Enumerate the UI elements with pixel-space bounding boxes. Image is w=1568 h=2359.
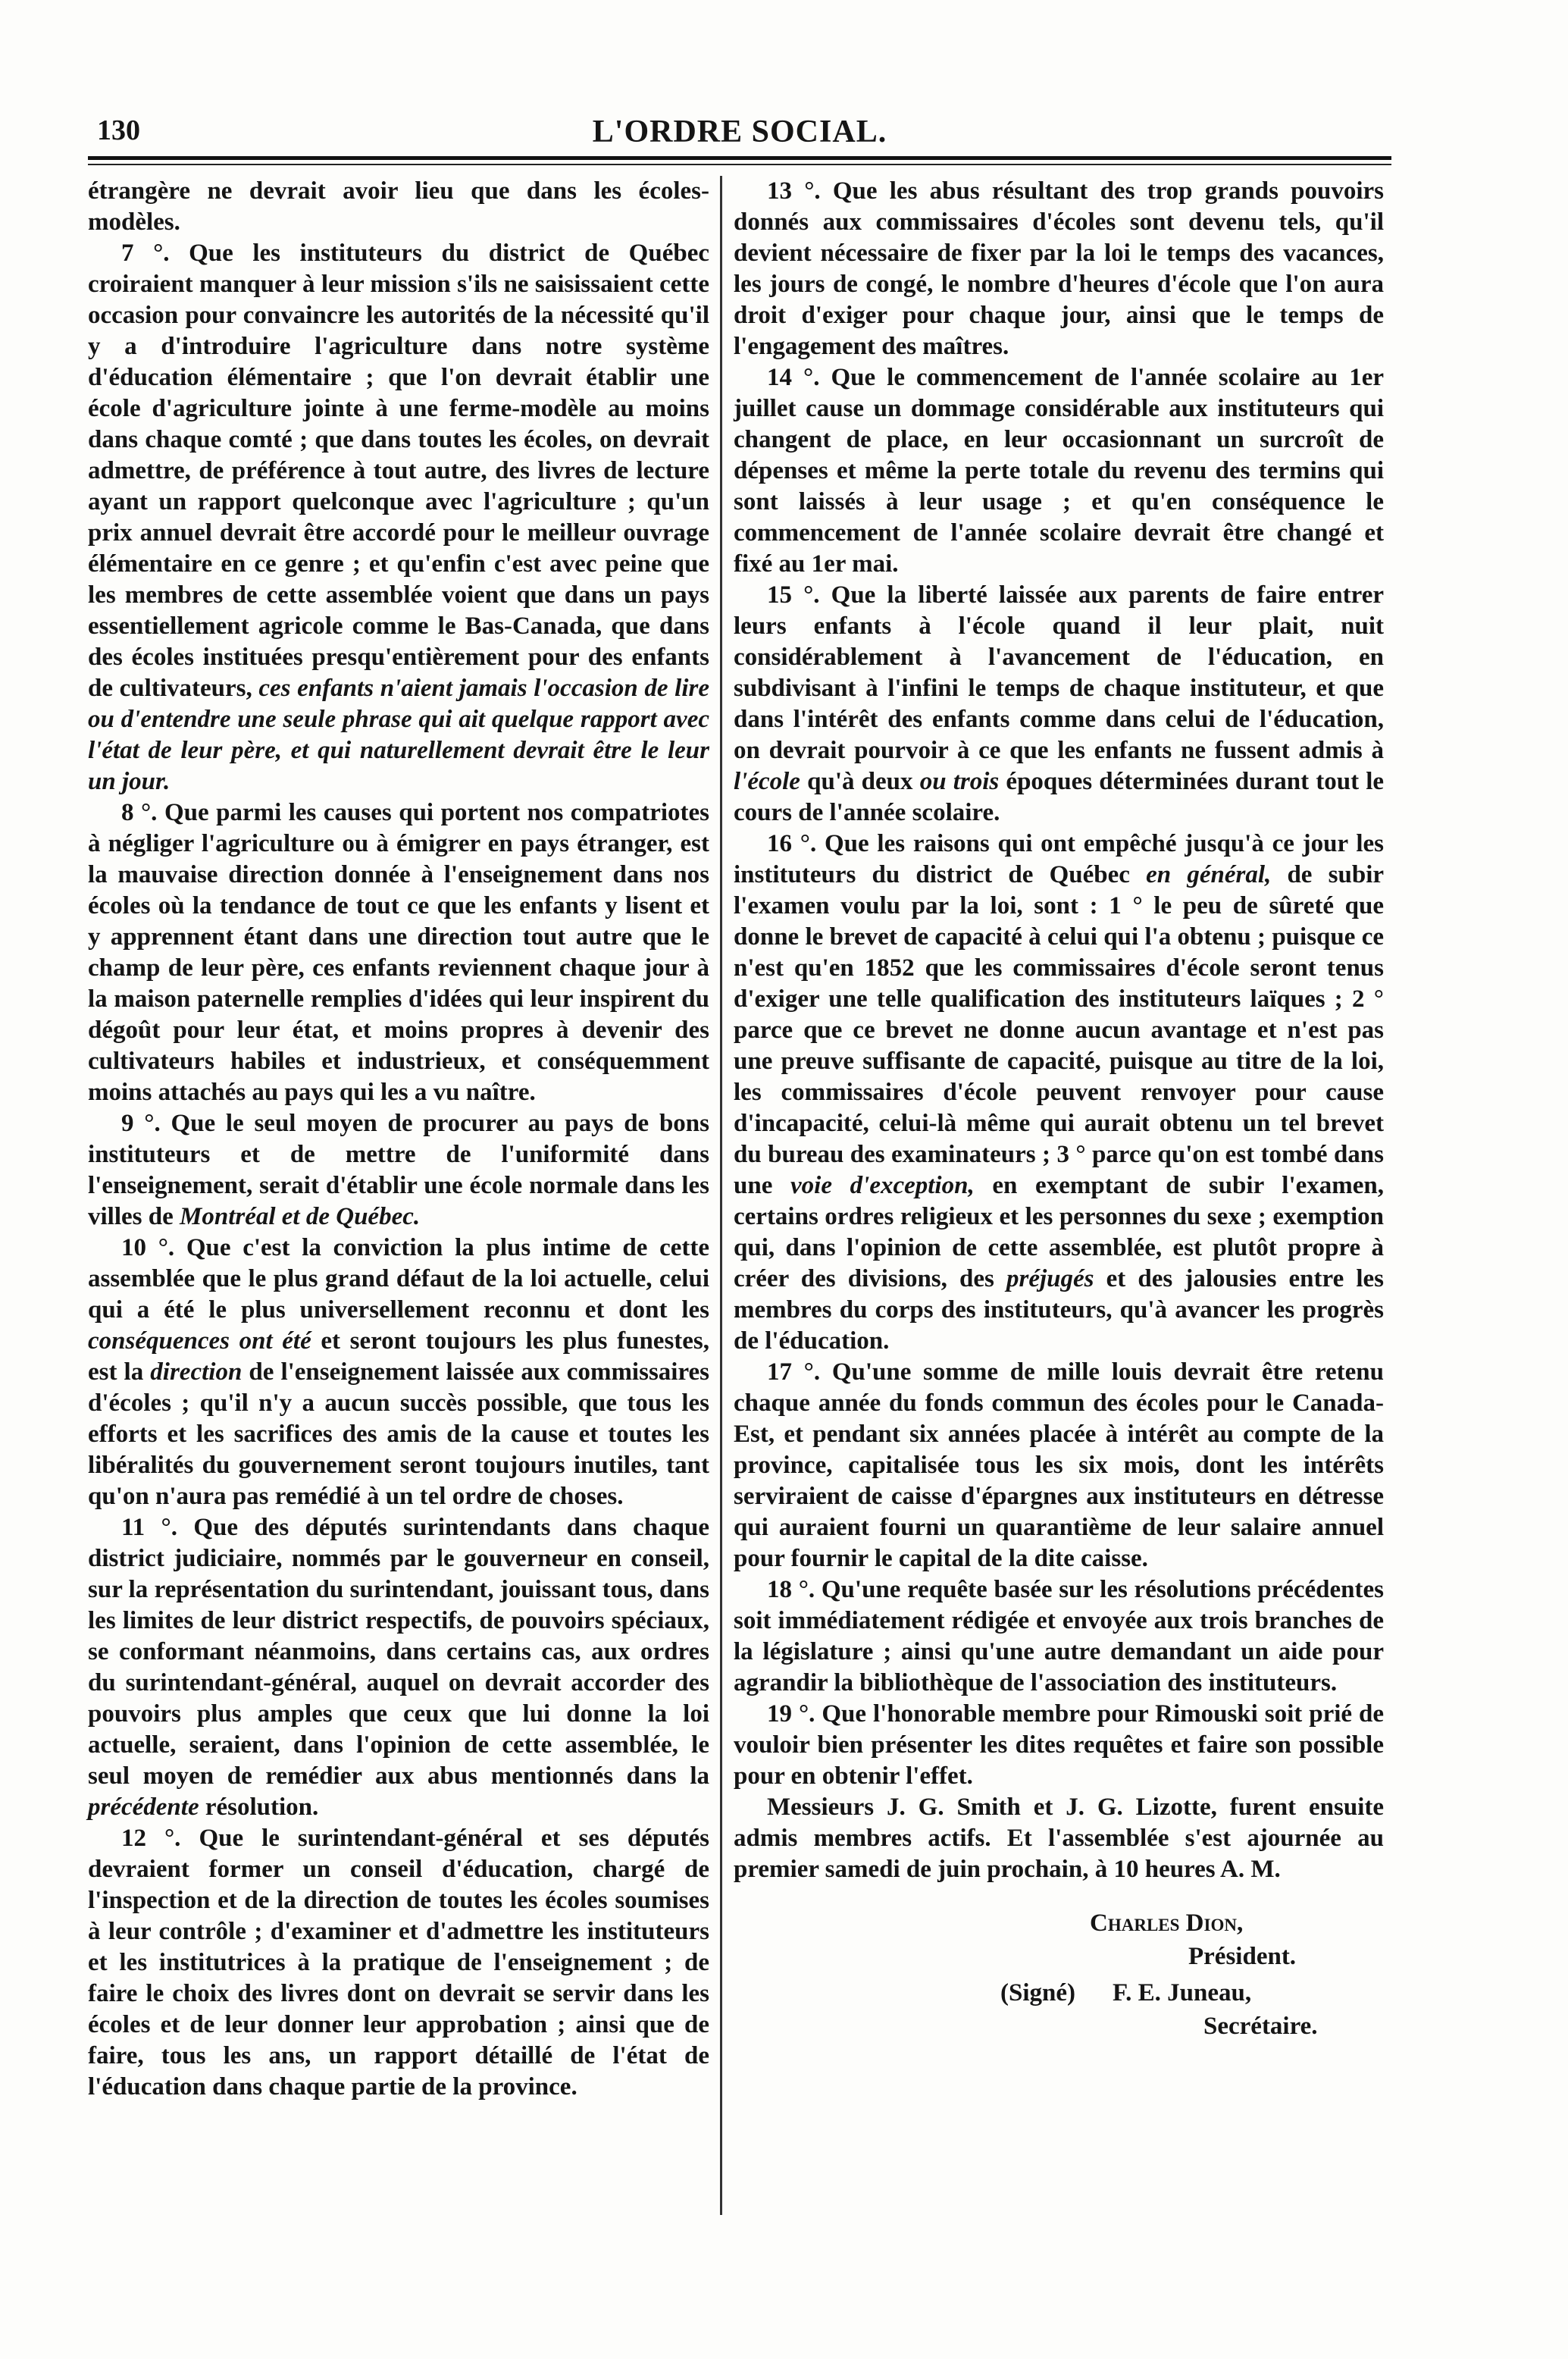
header-rule-thick <box>88 156 1391 160</box>
resolution-16: 16 °. Que les raisons qui ont empêché jusqu'à ce jour les instituteurs du district de Québec en général, de subir l'examen voulu par la loi, sont : 1 ° le peu de sûreté que donne le brevet de capacité à celui qui l'a obtenu ; puisque ce n'est qu'en 1852 que les commissaires d'école seront tenus d'exiger une telle qualification des instituteurs laïques ; 2 ° parce que ce brevet ne donne aucun avantage et n'est pas une preuve suffisante de capacité, puisque au titre de la loi, les commissaires d'école peuvent renvoyer pour cause d'incapacité, celui-là même qui aurait obtenu un tel brevet du bureau des examinateurs ; 3 ° parce qu'on est tombé dans une voie d'exception, en exemptant de subir l'examen, certains ordres religieux et les personnes du sexe ; exemption qui, dans l'opinion de cette assemblée, est plutôt propre à créer des divisions, des préjugés et des jalousies entre les membres du corps des instituteurs, qu'à avancer les progrès de l'éducation. <box>734 830 1385 1355</box>
resolution-12: 12 °. Que le surintendant-général et ses députés devraient former un conseil d'éducation, chargé de l'inspection et de la direction de toutes les écoles soumises à leur contrôle ; d'examiner et d'admettre les instituteurs et les institutrices à la pratique de l'enseignement ; de faire le choix des livres dont on devrait se servir dans les écoles et de leur donner leur approbation ; ainsi que de faire, tous les ans, un rapport détaillé de l'état de l'éducation dans chaque partie de la province. <box>88 1825 710 2101</box>
resolution-number: 15 °. <box>767 581 820 609</box>
page-number: 130 <box>97 114 140 146</box>
resolution-number: 7 °. <box>121 240 170 267</box>
resolution-13: 13 °. Que les abus résultant des trop grands pouvoirs donnés aux commissaires d'écoles sont devenu tels, qu'il devient nécessaire de fixer par la loi le temps des vacances, les jours de congé, le nombre d'heures d'école que l'on aura droit d'exiger pour chaque jour, ainsi que le temps de l'engagement des maîtres. <box>734 177 1384 360</box>
signed-label: (Signé) <box>1000 1979 1075 2007</box>
resolution-number: 11 °. <box>121 1514 177 1541</box>
president-title: Président. <box>1188 1943 1297 1970</box>
secretary-title: Secrétaire. <box>1203 2013 1318 2040</box>
resolution-18: 18 °. Qu'une requête basée sur les résolutions précédentes soit immédiatement rédigée et envoyée aux trois branches de la législature ; ainsi qu'une autre demandant un aide pour agrandir la bibliothèque de l'association des instituteurs. <box>734 1576 1385 1696</box>
paragraph-continuation: étrangère ne devrait avoir lieu que dans les écoles-modèles. <box>88 177 709 236</box>
resolution-number: 12 °. <box>121 1825 181 1852</box>
resolution-number: 9 °. <box>121 1110 161 1137</box>
resolution-number: 18 °. <box>767 1576 815 1603</box>
signature-block <box>734 1908 1384 2052</box>
resolution-14: 14 °. Que le commencement de l'année scolaire au 1er juillet cause un dommage considérable aux instituteurs qui changent de place, en leur occasionnant un surcroît de dépenses et même la perte totale du revenu des termins qui sont laissés à leur usage ; et qu'en conséquence le commencement de l'année scolaire devrait être changé et fixé au 1er mai. <box>734 364 1385 578</box>
secretary-name: F. E. Juneau, <box>1113 1979 1252 2007</box>
resolution-number: 17 °. <box>767 1358 821 1386</box>
resolution-17: 17 °. Qu'une somme de mille louis devrait être retenu chaque année du fonds commun des écoles pour le Canada-Est, et pendant six années placée à intérêt au compte de la province, capitalisée tous les six mois, dont les intérêts serviraient de caisse d'épargnes aux instituteurs en détresse qui auraient fourni un quarantième de leur salaire annuel pour fournir le capital de la dite caisse. <box>734 1358 1384 1572</box>
resolution-number: 16 °. <box>767 830 817 857</box>
right-column <box>734 176 1384 2052</box>
resolution-number: 13 °. <box>767 177 821 205</box>
resolution-11: 11 °. Que des députés surintendants dans chaque district judiciaire, nommés par le gouverneur en conseil, sur la représentation du surintendant, jouissant tous, dans les limites de leur district respectifs, de pouvoirs spéciaux, se conformant néanmoins, dans certains cas, aux ordres du surintendant-général, auquel on devrait accorder des pouvoirs plus amples que ceux que lui donne la loi actuelle, seraient, dans l'opinion de cette assemblée, le seul moyen de remédier aux abus mentionnés dans la précédente résolution. <box>88 1514 709 1821</box>
resolution-10: 10 °. Que c'est la conviction la plus intime de cette assemblée que le plus grand défaut de la loi actuelle, celui qui a été le plus universellement reconnu et dont les conséquences ont été et seront toujours les plus funestes, est la direction de l'enseignement laissée aux commissaires d'écoles ; qu'il n'y a aucun succès possible, que tous les efforts et les sacrifices des amis de la cause et toutes les libéralités du gouvernement seront toujours inutiles, tant qu'on n'aura pas remédié à un tel ordre de choses. <box>88 1234 710 1510</box>
resolution-8: 8 °. Que parmi les causes qui portent nos compatriotes à négliger l'agriculture ou à émigrer en pays étranger, est la mauvaise direction donnée à l'enseignement dans nos écoles où la tendance de tout ce que les enfants y lisent et y apprennent étant dans une direction tout autre que le champ de leur père, ces enfants reviennent chaque jour à la maison paternelle remplies d'idées qui leur inspirent du dégoût pour leur état, et moins propres à devenir des cultivateurs habiles et industrieux, et conséquemment moins attachés au pays qui les a vu naître. <box>88 799 710 1106</box>
closing-paragraph: Messieurs J. G. Smith et J. G. Lizotte, furent ensuite admis membres actifs. Et l'assemblée s'est ajournée au premier samedi de juin prochain, à 10 heures A. M. <box>734 1794 1384 1883</box>
resolution-number: 19 °. <box>767 1700 815 1728</box>
resolution-number: 10 °. <box>121 1234 175 1261</box>
resolution-19: 19 °. Que l'honorable membre pour Rimouski soit prié de vouloir bien présenter les dites requêtes et faire son possible pour en obtenir l'effet. <box>734 1700 1385 1790</box>
header-rule-thin <box>88 164 1391 165</box>
column-divider <box>720 176 722 2215</box>
resolution-7: 7 °. Que les instituteurs du district de Québec croiraient manquer à leur mission s'ils ne saisissaient cette occasion pour convaincre les autorités de la nécessité qu'il y a d'introduire l'agriculture dans notre système d'éducation élémentaire ; que l'on devrait établir une école d'agriculture jointe à une ferme-modèle au moins dans chaque comté ; que dans toutes les écoles, on devrait admettre, de préférence à tout autre, des livres de lecture ayant un rapport quelconque avec l'agriculture ; qu'un prix annuel devrait être accordé pour le meilleur ouvrage élémentaire en ce genre ; et qu'enfin c'est avec peine que les membres de cette assemblée voient que dans un pays essentiellement agricole comme le Bas-Canada, que dans des écoles instituées presqu'entièrement pour des enfants de cultivateurs, ces enfants n'aient jamais l'occasion de lire ou d'entendre une seule phrase qui ait quelque rapport avec l'état de leur père, et qui naturellement devrait être le leur un jour. <box>88 240 710 795</box>
president-name: Charles Dion, <box>1090 1909 1244 1937</box>
running-title: L'ORDRE SOCIAL. <box>592 114 887 149</box>
left-column <box>88 176 709 2103</box>
resolution-15: 15 °. Que la liberté laissée aux parents de faire entrer leurs enfants à l'école quand il leur plait, nuit considérablement à l'avancement de l'éducation, en subdivisant à l'infini le temps de chaque instituteur, et que dans l'intérêt des enfants comme dans celui de l'éducation, on devrait pourvoir à ce que les enfants ne fussent admis à l'école qu'à deux ou trois époques déterminées durant tout le cours de l'année scolaire. <box>734 581 1385 826</box>
resolution-number: 8 °. <box>121 799 158 826</box>
resolution-9: 9 °. Que le seul moyen de procurer au pays de bons instituteurs et de mettre de l'uniformité dans l'enseignement, serait d'établir une école normale dans les villes de Montréal et de Québec. <box>88 1110 710 1230</box>
page-header <box>88 114 1391 152</box>
resolution-number: 14 °. <box>767 364 820 391</box>
